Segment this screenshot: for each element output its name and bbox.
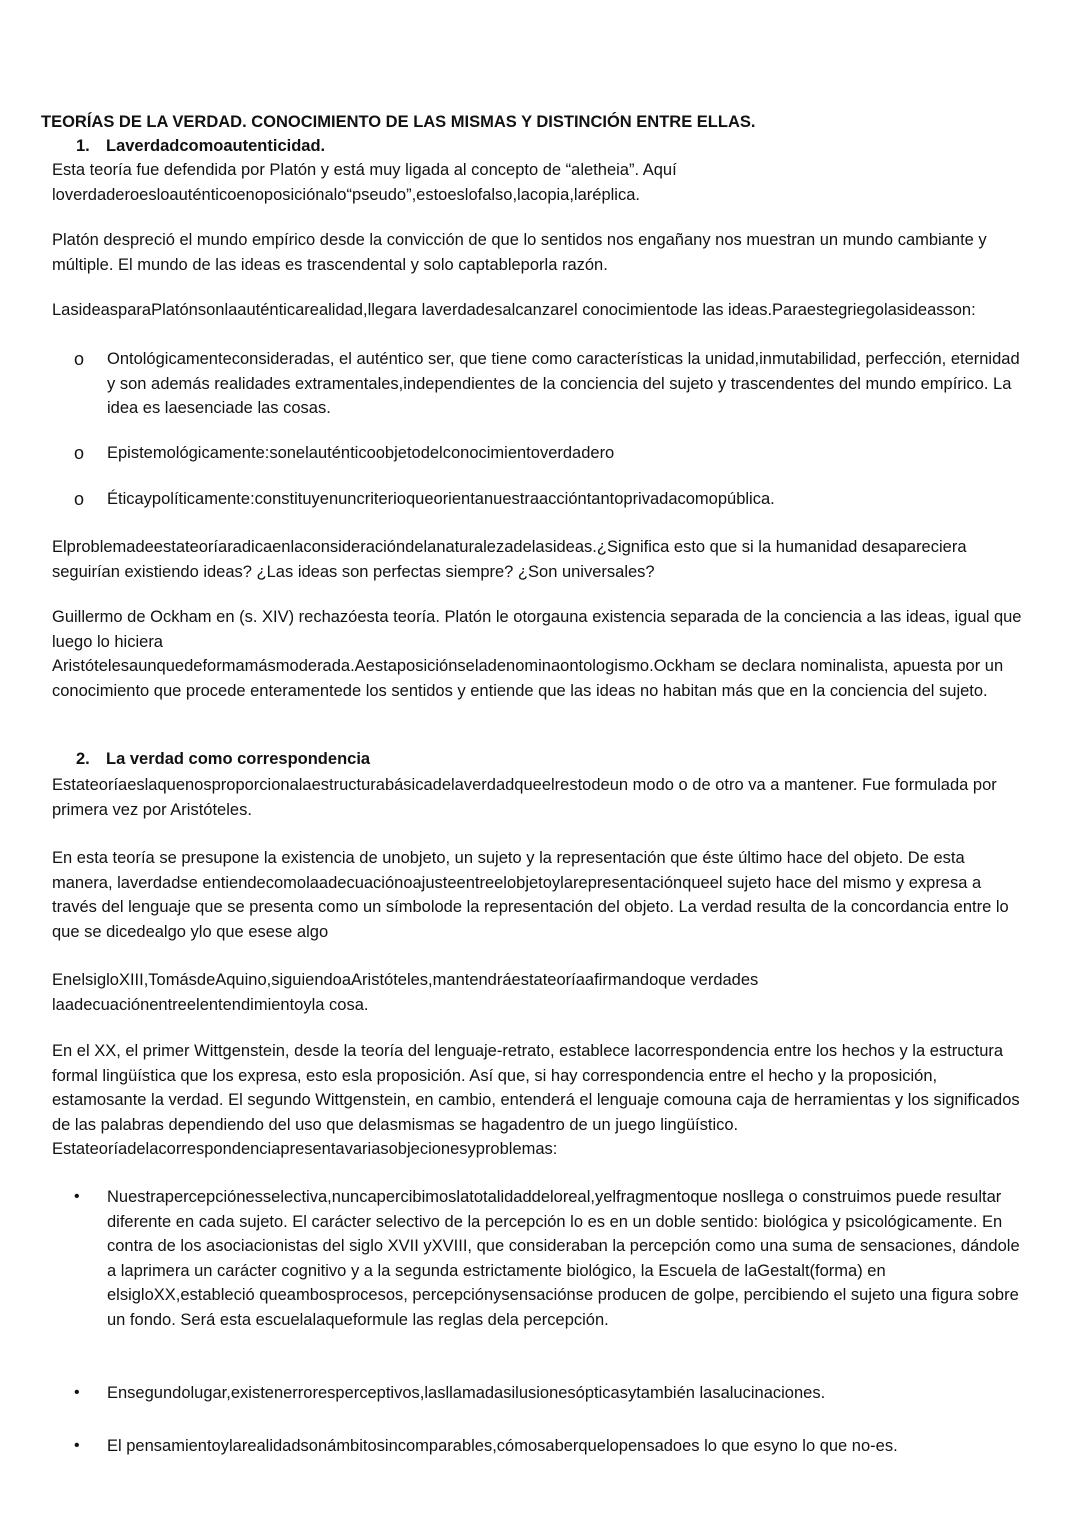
section-1-paragraph-5b: Aristótelesaunquedeformamásmoderada.Aestaposiciónseladenominaontologismo.Ockham se declara nominalista, apuesta por un conocimiento que procede enteramentede los sentidos y entiende que las ideas no habitan más que en la conciencia del sujeto. xyxy=(52,657,1004,700)
bullet-dot-icon: • xyxy=(74,1188,80,1205)
section-1-paragraph-1: Esta teoría fue defendida por Platón y está muy ligada al concepto de “aletheia”. Aquí loverdaderoesloauténticoenoposiciónalo“pseudo”,estoeslofalso,lacopia,laréplica. xyxy=(52,161,677,204)
section-2-paragraph-1: Estateoríaeslaquenosproporcionalaestructurabásicadelaverdadqueelrestodeun modo o de otro va a mantener. Fue formulada por primera vez por Aristóteles. xyxy=(52,776,997,819)
section-1-paragraph-2: Platón despreció el mundo empírico desde la convicción de que lo sentidos nos engañany nos muestran un mundo cambiante y múltiple. El mundo de las ideas es trascendental y solo captableporla razón. xyxy=(52,231,987,274)
section-1-paragraph-4: Elproblemadeestateoríaradicaenlaconsideracióndelanaturalezadelasideas.¿Significa esto que si la humanidad desapareciera seguirían existiendo ideas? ¿Las ideas son perfectas siempre? ¿Son universales? xyxy=(52,538,967,581)
list-item-text: Ensegundolugar,existenerroresperceptivos,lasllamadasilusionesópticasytambién lasalucinaciones. xyxy=(107,1384,826,1402)
section-2-heading xyxy=(76,750,370,769)
document-title: TEORÍAS DE LA VERDAD. CONOCIMIENTO DE LAS MISMAS Y DISTINCIÓN ENTRE ELLAS. xyxy=(41,113,756,131)
bullet-dot-icon: • xyxy=(74,1437,80,1454)
circle-bullet-icon: o xyxy=(74,489,85,509)
bullet-dot-icon: • xyxy=(74,1384,80,1401)
section-2-paragraph-4: En el XX, el primer Wittgenstein, desde la teoría del lenguaje-retrato, establece lacorrespondencia entre los hechos y la estructura formal lingüística que los expresa, esto esla proposición. Así que, si hay correspondencia entre el hecho y la proposición, estamosante la verdad. El segundo Wittgenstein, en cambio, entenderá el lenguaje comouna caja de herramientas y los significados de las palabras dependiendo del uso que delasmismas se hagadentro de un juego lingüístico. Estateoríadelacorrespondenciapresentavariasobjecionesyproblemas: xyxy=(52,1042,1020,1158)
section-1-paragraph-5a: Guillermo de Ockham en (s. XIV) rechazóesta teoría. Platón le otorgauna existencia separada de la conciencia a las ideas, igual que luego lo hiciera xyxy=(52,608,1022,651)
section-1-number: 1. xyxy=(76,137,90,155)
section-2-number: 2. xyxy=(76,750,90,768)
list-item-text: Epistemológicamente:sonelauténticoobjetodelconocimientoverdadero xyxy=(107,444,615,462)
section-2-paragraph-3: EnelsigloXIII,TomásdeAquino,siguiendoaAristóteles,mantendráestateoríaafirmandoque verdades laadecuaciónentreelentendimientoyla cosa. xyxy=(52,971,759,1014)
section-1-title: Laverdadcomoautenticidad. xyxy=(106,137,326,155)
circle-bullet-icon: o xyxy=(74,443,85,463)
list-item-text: El pensamientoylarealidadsonámbitosincomparables,cómosaberquelopensadoes lo que esyno lo que no-es. xyxy=(107,1437,898,1455)
section-2-paragraph-2: En esta teoría se presupone la existencia de unobjeto, un sujeto y la representación que éste último hace del objeto. De esta manera, laverdadse entiendecomolaadecuaciónoajusteentreelobjetoylarepresentaciónqueel sujeto hace del mismo y expresa a través del lenguaje que se presenta como un símbolode la representación del objeto. La verdad resulta de la concordancia entre lo que se dicedealgo ylo que esese algo xyxy=(52,849,1009,941)
circle-bullet-icon: o xyxy=(74,349,85,369)
list-item-text: Éticaypolíticamente:constituyenuncriterioqueorientanuestraaccióntantoprivadacomopública. xyxy=(107,490,775,508)
section-1-paragraph-3: LasideasparaPlatónsonlaauténticarealidad,llegara laverdadesalcanzarel conocimientode las ideas.Paraestegriegolasideasson: xyxy=(52,301,976,319)
list-item-text: Nuestrapercepciónesselectiva,nuncapercibimoslatotalidaddeloreal,yelfragmentoque nosllega o construimos puede resultar diferente en cada sujeto. El carácter selectivo de la percepción lo es en un doble sentido: biológica y psicológicamente. En contra de los asociacionistas del siglo XVII yXVIII, que consideraban la percepción como una suma de sensaciones, dándole a laprimera un carácter cognitivo y a la segunda estrictamente biológico, la Escuela de laGestalt(forma) en elsigloXX,estableció queambosprocesos, percepciónysensaciónse producen de golpe, percibiendo el sujeto una figura sobre un fondo. Será esta escuelalaqueformule las reglas dela percepción. xyxy=(107,1188,1020,1329)
section-2-title: La verdad como correspondencia xyxy=(106,750,371,768)
list-item-text: Ontológicamenteconsideradas, el auténtico ser, que tiene como características la unidad,inmutabilidad, perfección, eternidad y son además realidades extramentales,independientes de la conciencia del sujeto y trascendentes del mundo empírico. La idea es laesenciade las cosas. xyxy=(107,350,1020,417)
section-1-heading xyxy=(76,137,325,156)
